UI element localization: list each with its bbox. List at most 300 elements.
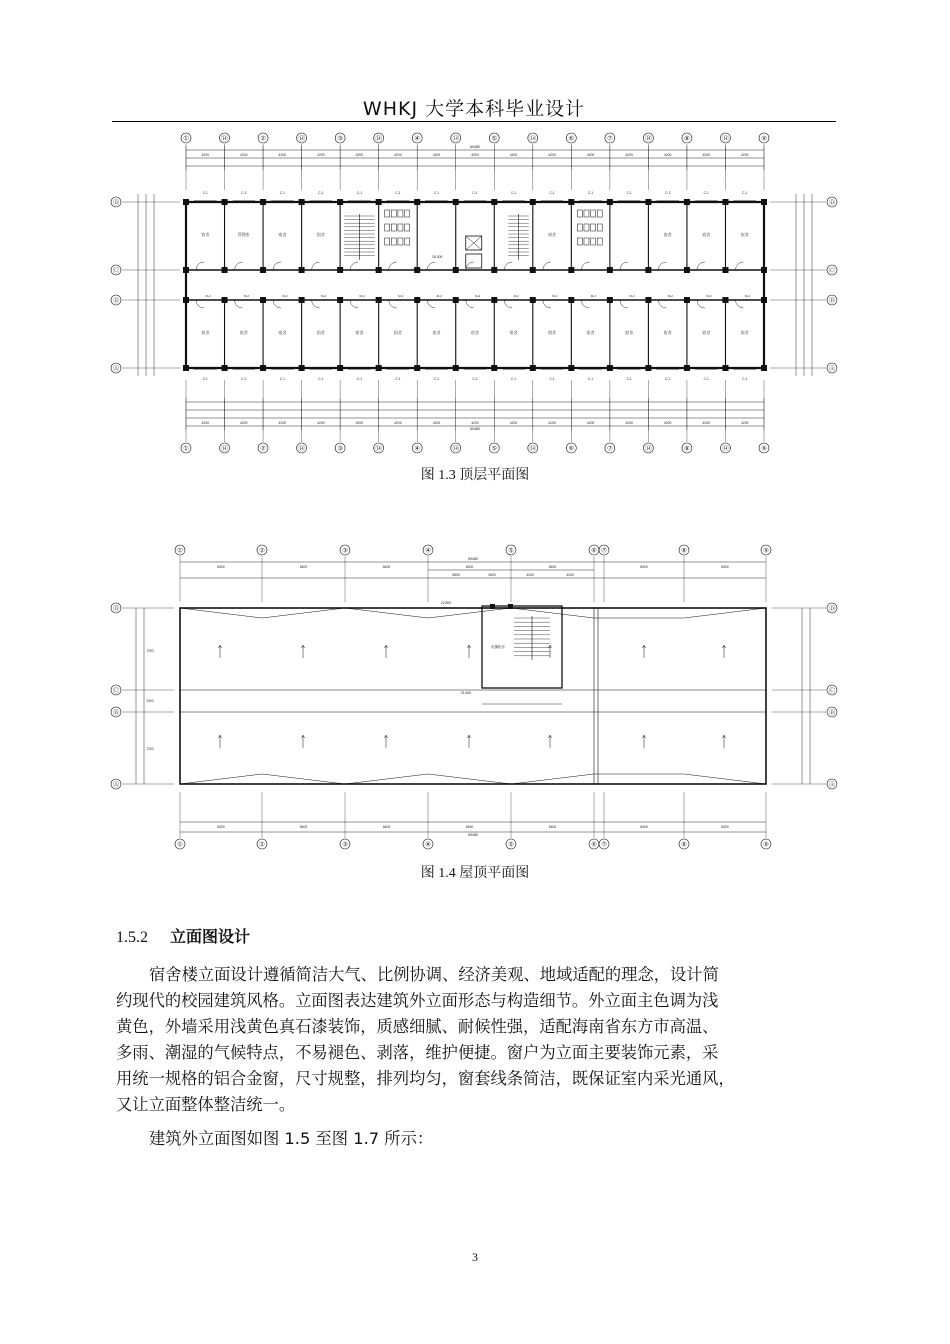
dimension-text: 4200 bbox=[740, 153, 749, 157]
axis-label: ③ bbox=[337, 445, 344, 453]
room-label: 宿舍 bbox=[702, 232, 711, 237]
toilet-stall bbox=[584, 238, 589, 245]
door-swing bbox=[735, 262, 743, 270]
window-tag: C-1 bbox=[588, 191, 594, 195]
column bbox=[645, 297, 651, 303]
door-swing bbox=[312, 262, 320, 270]
toilet-stall bbox=[597, 224, 602, 231]
window-tag: C-1 bbox=[202, 377, 208, 381]
dimension-text: 5800 bbox=[452, 573, 460, 577]
column bbox=[453, 267, 459, 273]
axis-label: ⑧ bbox=[681, 841, 687, 849]
column bbox=[722, 199, 728, 205]
door-swing bbox=[697, 300, 705, 308]
column bbox=[453, 199, 459, 205]
axis-label: ⑤ bbox=[508, 841, 514, 849]
axis-label: ⑭ bbox=[722, 445, 729, 453]
window-tag: C-1 bbox=[241, 377, 247, 381]
dimension-text: 4200 bbox=[526, 573, 534, 577]
door-tag: M-2 bbox=[398, 294, 404, 298]
door-swing bbox=[543, 300, 551, 308]
column bbox=[183, 365, 189, 371]
axis-label: Ⓓ bbox=[112, 199, 120, 207]
axis-label: ⑥ bbox=[591, 547, 597, 555]
dimension-text: 8400 bbox=[465, 565, 474, 569]
dimension-text: 4200 bbox=[509, 153, 518, 157]
column bbox=[607, 199, 613, 205]
axis-label: ⑦ bbox=[606, 135, 613, 143]
dimension-text: 8400 bbox=[721, 565, 729, 569]
axis-label: ⑧ bbox=[684, 135, 690, 143]
dimension-text: 4200 bbox=[566, 573, 574, 577]
column bbox=[260, 297, 266, 303]
axis-label: Ⓐ bbox=[828, 781, 836, 789]
dimension-text: 59480 bbox=[468, 557, 478, 561]
paragraph-line: 建筑外立面图如图 1.5 至图 1.7 所示： bbox=[149, 1129, 434, 1148]
column bbox=[337, 199, 343, 205]
axis-label: ④ bbox=[425, 841, 431, 849]
axis-label: ② bbox=[259, 841, 265, 849]
toilet-stall bbox=[584, 210, 589, 217]
column bbox=[376, 199, 382, 205]
room-label: 宿舍 bbox=[548, 232, 557, 237]
dimension-text: 8400 bbox=[640, 565, 648, 569]
dimension-text: 4200 bbox=[355, 421, 364, 425]
column bbox=[337, 267, 343, 273]
column bbox=[761, 199, 767, 205]
column bbox=[453, 297, 459, 303]
room-label: 宿舍 bbox=[316, 232, 325, 237]
column bbox=[607, 365, 613, 371]
dimension-text: 4200 bbox=[740, 421, 749, 425]
column bbox=[222, 267, 228, 273]
window-tag: C-1 bbox=[626, 377, 632, 381]
axis-label: Ⓒ bbox=[112, 687, 120, 695]
window-tag: C-1 bbox=[318, 377, 324, 381]
door-swing bbox=[581, 300, 589, 308]
dimension-text: 8400 bbox=[640, 825, 648, 829]
elevator-shaft bbox=[466, 254, 482, 268]
window-tag: C-1 bbox=[241, 191, 247, 195]
axis-label: ⑭ bbox=[298, 135, 305, 143]
dimension-text: 4200 bbox=[201, 153, 210, 157]
page-number: 3 bbox=[472, 1250, 478, 1264]
window-tag: C-1 bbox=[665, 377, 671, 381]
door-tag: M-2 bbox=[513, 294, 519, 298]
axis-label: ⑤ bbox=[491, 445, 498, 453]
axis-label: Ⓑ bbox=[828, 709, 836, 717]
axis-label: ⑤ bbox=[508, 547, 514, 555]
dimension-text: 4200 bbox=[432, 421, 441, 425]
door-swing bbox=[273, 262, 281, 270]
window-tag: C-1 bbox=[472, 191, 478, 195]
column bbox=[222, 297, 228, 303]
elevation-mark: 18.000 bbox=[432, 255, 443, 259]
column bbox=[684, 199, 690, 205]
dimension-text: 2400 bbox=[146, 699, 154, 703]
axis-label: ⑭ bbox=[722, 135, 729, 143]
dimension-text: 4200 bbox=[432, 153, 441, 157]
toilet-stall bbox=[405, 224, 410, 231]
door-swing bbox=[735, 300, 743, 308]
window-tag: C-1 bbox=[356, 191, 362, 195]
axis-label: Ⓐ bbox=[112, 781, 120, 789]
room-label: 宿舍 bbox=[316, 330, 325, 335]
column bbox=[568, 365, 574, 371]
axis-label: ① bbox=[177, 841, 183, 849]
window-tag: C-1 bbox=[742, 377, 748, 381]
axis-label: ⑧ bbox=[681, 547, 687, 555]
window-tag: C-1 bbox=[279, 377, 285, 381]
dimension-text: 4200 bbox=[702, 421, 710, 425]
toilet-stall bbox=[391, 210, 396, 217]
door-swing bbox=[350, 262, 358, 270]
axis-label: ⑨ bbox=[761, 445, 767, 453]
toilet-stall bbox=[591, 224, 596, 231]
column bbox=[645, 267, 651, 273]
axis-label: ③ bbox=[337, 135, 344, 143]
column bbox=[222, 365, 228, 371]
paragraph-line: 约现代的校园建筑风格。立面图表达建筑外立面形态与构造细节。外立面主色调为浅 bbox=[116, 991, 719, 1010]
column bbox=[491, 199, 497, 205]
window-tag: C-1 bbox=[433, 191, 440, 195]
toilet-stall bbox=[577, 238, 582, 245]
axis-label: ④ bbox=[414, 445, 421, 453]
elevation-mark: 22.800 bbox=[440, 601, 452, 605]
column bbox=[260, 365, 266, 371]
column bbox=[530, 199, 536, 205]
column bbox=[376, 297, 382, 303]
toilet-stall bbox=[398, 224, 403, 231]
axis-label: ⑭ bbox=[375, 135, 382, 143]
column bbox=[491, 297, 497, 303]
window-tag: C-1 bbox=[318, 191, 324, 195]
dimension-text: 59480 bbox=[468, 833, 478, 837]
door-tag: M-2 bbox=[744, 294, 751, 298]
column bbox=[508, 604, 513, 609]
column bbox=[183, 297, 189, 303]
toilet-stall bbox=[584, 224, 589, 231]
dimension-text: 4200 bbox=[548, 421, 556, 425]
toilet-stall bbox=[577, 210, 582, 217]
axis-label: Ⓓ bbox=[112, 605, 120, 613]
column bbox=[607, 267, 613, 273]
axis-label: Ⓓ bbox=[828, 199, 836, 207]
column bbox=[491, 365, 497, 371]
column bbox=[530, 267, 536, 273]
door-tag: M-2 bbox=[667, 294, 673, 298]
header-rule bbox=[112, 121, 836, 122]
top-floor-plan bbox=[110, 130, 840, 460]
toilet-stall bbox=[385, 238, 390, 245]
door-tag: M-2 bbox=[359, 294, 365, 298]
column bbox=[568, 199, 574, 205]
column bbox=[491, 267, 497, 273]
door-swing bbox=[658, 262, 666, 270]
axis-label: ⑦ bbox=[601, 841, 607, 849]
axis-label: ⑨ bbox=[763, 547, 769, 555]
column bbox=[761, 297, 767, 303]
axis-label: ⑦ bbox=[606, 445, 613, 453]
column bbox=[684, 365, 690, 371]
column bbox=[722, 267, 728, 273]
paragraph-line: 多雨、潮湿的气候特点，不易褪色、剥落，维护便捷。窗户为立面主要装饰元素，采 bbox=[116, 1043, 719, 1062]
dimension-text: 8400 bbox=[382, 825, 391, 829]
door-swing bbox=[235, 262, 243, 270]
toilet-stall bbox=[597, 238, 602, 245]
dimension-text: 4200 bbox=[548, 153, 556, 157]
dimension-text: 8400 bbox=[548, 565, 557, 569]
door-swing bbox=[427, 262, 435, 270]
axis-label: ⑭ bbox=[645, 445, 652, 453]
room-label: 电梯机房 bbox=[491, 645, 505, 649]
body-paragraph-1 bbox=[116, 962, 838, 1118]
column bbox=[183, 267, 189, 273]
column bbox=[299, 267, 305, 273]
door-tag: M-2 bbox=[706, 294, 712, 298]
dimension-text: 4200 bbox=[278, 153, 287, 157]
axis-label: ⑭ bbox=[452, 445, 459, 453]
section-heading bbox=[116, 924, 250, 947]
door-tag: M-2 bbox=[552, 294, 558, 298]
paragraph-line: 宿舍楼立面设计遵循简洁大气、比例协调、经济美观、地域适配的理念，设计简 bbox=[149, 965, 719, 984]
axis-label: ⑭ bbox=[529, 445, 537, 453]
dimension-text: 8400 bbox=[721, 825, 729, 829]
room-label: 宿舍 bbox=[663, 330, 672, 335]
door-tag: M-2 bbox=[321, 294, 327, 298]
dimension-text: 60480 bbox=[470, 427, 480, 431]
dimension-text: 4200 bbox=[625, 153, 633, 157]
column bbox=[376, 267, 382, 273]
window-tag: C-1 bbox=[472, 377, 478, 381]
door-swing bbox=[697, 262, 705, 270]
room-label: 宿舍 bbox=[201, 330, 210, 335]
column bbox=[490, 604, 495, 609]
door-tag: M-2 bbox=[243, 294, 250, 298]
dimension-text: 8400 bbox=[217, 825, 225, 829]
dimension-text: 4200 bbox=[240, 421, 248, 425]
door-swing bbox=[504, 262, 512, 270]
axis-label: ⑦ bbox=[601, 547, 607, 555]
dimension-text: 8400 bbox=[382, 565, 391, 569]
toilet-stall bbox=[597, 210, 602, 217]
axis-label: Ⓐ bbox=[828, 365, 836, 373]
room-label: 宿舍 bbox=[278, 232, 287, 237]
roof-outline bbox=[180, 608, 766, 784]
column bbox=[222, 199, 228, 205]
door-swing bbox=[620, 262, 628, 270]
toilet-stall bbox=[391, 224, 396, 231]
toilet-stall bbox=[591, 210, 596, 217]
axis-label: ⑥ bbox=[568, 135, 575, 143]
column bbox=[761, 365, 767, 371]
column bbox=[299, 297, 305, 303]
column bbox=[568, 267, 574, 273]
column bbox=[722, 297, 728, 303]
elevation-mark: 21.600 bbox=[460, 691, 472, 695]
room-label: 宿舍 bbox=[278, 330, 287, 335]
dimension-text: 4200 bbox=[663, 421, 672, 425]
dimension-text: 60480 bbox=[470, 145, 480, 149]
door-tag: M-2 bbox=[475, 294, 481, 298]
room-label: 宿舍 bbox=[471, 330, 479, 335]
room-label: 宿舍 bbox=[239, 330, 248, 335]
figure-1-4-caption: 图 1.4 屋顶平面图 bbox=[420, 866, 530, 881]
dimension-text: 4200 bbox=[317, 421, 325, 425]
dimension-text: 4200 bbox=[278, 421, 287, 425]
door-swing bbox=[235, 300, 243, 308]
axis-label: ① bbox=[183, 445, 189, 453]
door-swing bbox=[658, 300, 666, 308]
toilet-stall bbox=[398, 210, 403, 217]
room-label: 宿舍 bbox=[393, 330, 402, 335]
room-label: 宿舍 bbox=[740, 330, 749, 335]
room-label: 宿舍 bbox=[663, 232, 672, 237]
axis-label: ⑤ bbox=[491, 135, 498, 143]
door-swing bbox=[196, 300, 204, 308]
column bbox=[722, 365, 728, 371]
room-label: 宿舍 bbox=[432, 330, 441, 335]
page-header: WHKJ 大学本科毕业设计 bbox=[362, 98, 586, 120]
window-tag: C-1 bbox=[202, 191, 208, 195]
dimension-text: 4200 bbox=[355, 153, 364, 157]
axis-label: ⑭ bbox=[221, 445, 228, 453]
axis-label: ③ bbox=[342, 841, 348, 849]
paragraph-line: 黄色，外墙采用浅黄色真石漆装饰，质感细腻、耐候性强，适配海南省东方市高温、 bbox=[116, 1017, 719, 1036]
column bbox=[299, 199, 305, 205]
column bbox=[645, 365, 651, 371]
dimension-text: 8400 bbox=[465, 825, 474, 829]
room-label: 宿舍 bbox=[586, 330, 595, 335]
window-tag: C-1 bbox=[395, 191, 401, 195]
room-label: 宿舍 bbox=[201, 232, 210, 237]
column bbox=[453, 365, 459, 371]
column bbox=[337, 365, 343, 371]
window-tag: C-1 bbox=[703, 191, 709, 195]
window-tag: C-1 bbox=[279, 191, 285, 195]
toilet-stall bbox=[385, 210, 390, 217]
section-title: 立面图设计 bbox=[170, 927, 251, 946]
column bbox=[299, 365, 305, 371]
door-tag: M-2 bbox=[590, 294, 596, 298]
dimension-text: 4200 bbox=[471, 153, 479, 157]
door-swing bbox=[273, 300, 281, 308]
dimension-text: 4200 bbox=[509, 421, 518, 425]
room-label: 宿舍 bbox=[509, 330, 518, 335]
window-tag: C-1 bbox=[703, 377, 709, 381]
column bbox=[260, 267, 266, 273]
axis-label: ④ bbox=[425, 547, 431, 555]
body-paragraph-2 bbox=[116, 1126, 838, 1152]
dimension-text: 4200 bbox=[471, 421, 479, 425]
window-tag: C-1 bbox=[742, 191, 748, 195]
window-tag: C-1 bbox=[626, 191, 632, 195]
column bbox=[568, 297, 574, 303]
axis-label: ⑨ bbox=[761, 135, 767, 143]
window-tag: C-1 bbox=[510, 191, 517, 195]
column bbox=[761, 267, 767, 273]
dimension-text: 4200 bbox=[394, 153, 402, 157]
door-swing bbox=[466, 262, 474, 270]
door-tag: M-2 bbox=[282, 294, 288, 298]
dimension-text: 8400 bbox=[299, 825, 308, 829]
door-swing bbox=[543, 262, 551, 270]
door-swing bbox=[196, 262, 204, 270]
column bbox=[684, 297, 690, 303]
toilet-stall bbox=[591, 238, 596, 245]
axis-label: ② bbox=[260, 445, 266, 453]
door-tag: M-2 bbox=[205, 294, 211, 298]
axis-label: Ⓒ bbox=[828, 267, 836, 275]
dimension-text: 4200 bbox=[201, 421, 210, 425]
door-tag: M-2 bbox=[436, 294, 442, 298]
dimension-text: 4200 bbox=[394, 421, 402, 425]
figure-1-3-caption: 图 1.3 顶层平面图 bbox=[420, 468, 530, 483]
column bbox=[414, 267, 420, 273]
window-tag: C-1 bbox=[588, 377, 594, 381]
axis-label: Ⓓ bbox=[828, 605, 836, 613]
dimension-text: 4200 bbox=[586, 153, 595, 157]
paragraph-line: 用统一规格的铝合金窗，尺寸规整，排列均匀，窗套线条简洁，既保证室内采光通风， bbox=[116, 1069, 735, 1088]
axis-label: ⑭ bbox=[298, 445, 305, 453]
dimension-text: 7200 bbox=[146, 747, 154, 751]
window-tag: C-1 bbox=[549, 191, 555, 195]
axis-label: Ⓑ bbox=[112, 297, 120, 305]
dimension-text: 2600 bbox=[488, 573, 496, 577]
dimension-text: 8400 bbox=[548, 825, 557, 829]
column bbox=[414, 297, 420, 303]
room-label: 宿舍 bbox=[355, 330, 364, 335]
toilet-stall bbox=[385, 224, 390, 231]
room-label: 管理室 bbox=[237, 232, 250, 237]
toilet-stall bbox=[405, 210, 410, 217]
door-swing bbox=[620, 300, 628, 308]
dimension-text: 4200 bbox=[702, 153, 710, 157]
column bbox=[337, 297, 343, 303]
drain-valley bbox=[180, 774, 766, 784]
door-swing bbox=[466, 300, 474, 308]
axis-label: Ⓒ bbox=[112, 267, 120, 275]
drain-valley bbox=[180, 608, 766, 618]
dimension-text: 8400 bbox=[299, 565, 308, 569]
column bbox=[684, 267, 690, 273]
door-swing bbox=[427, 300, 435, 308]
axis-label: ⑭ bbox=[221, 135, 228, 143]
window-tag: C-1 bbox=[549, 377, 555, 381]
toilet-stall bbox=[391, 238, 396, 245]
column bbox=[530, 297, 536, 303]
axis-label: ① bbox=[177, 547, 183, 555]
door-swing bbox=[312, 300, 320, 308]
door-swing bbox=[581, 262, 589, 270]
paragraph-line: 又让立面整体整洁统一。 bbox=[116, 1095, 296, 1114]
door-swing bbox=[350, 300, 358, 308]
window-tag: C-1 bbox=[510, 377, 517, 381]
column bbox=[414, 199, 420, 205]
window-tag: C-1 bbox=[665, 191, 671, 195]
axis-label: Ⓒ bbox=[828, 687, 836, 695]
dimension-text: 4200 bbox=[240, 153, 248, 157]
section-number: 1.5.2 bbox=[116, 929, 148, 946]
axis-label: ④ bbox=[414, 135, 421, 143]
axis-label: Ⓐ bbox=[112, 365, 120, 373]
axis-label: Ⓑ bbox=[828, 297, 836, 305]
axis-label: ③ bbox=[342, 547, 348, 555]
window-tag: C-1 bbox=[356, 377, 362, 381]
axis-label: ② bbox=[259, 547, 265, 555]
axis-label: ⑭ bbox=[452, 135, 459, 143]
room-label: 宿舍 bbox=[740, 232, 749, 237]
